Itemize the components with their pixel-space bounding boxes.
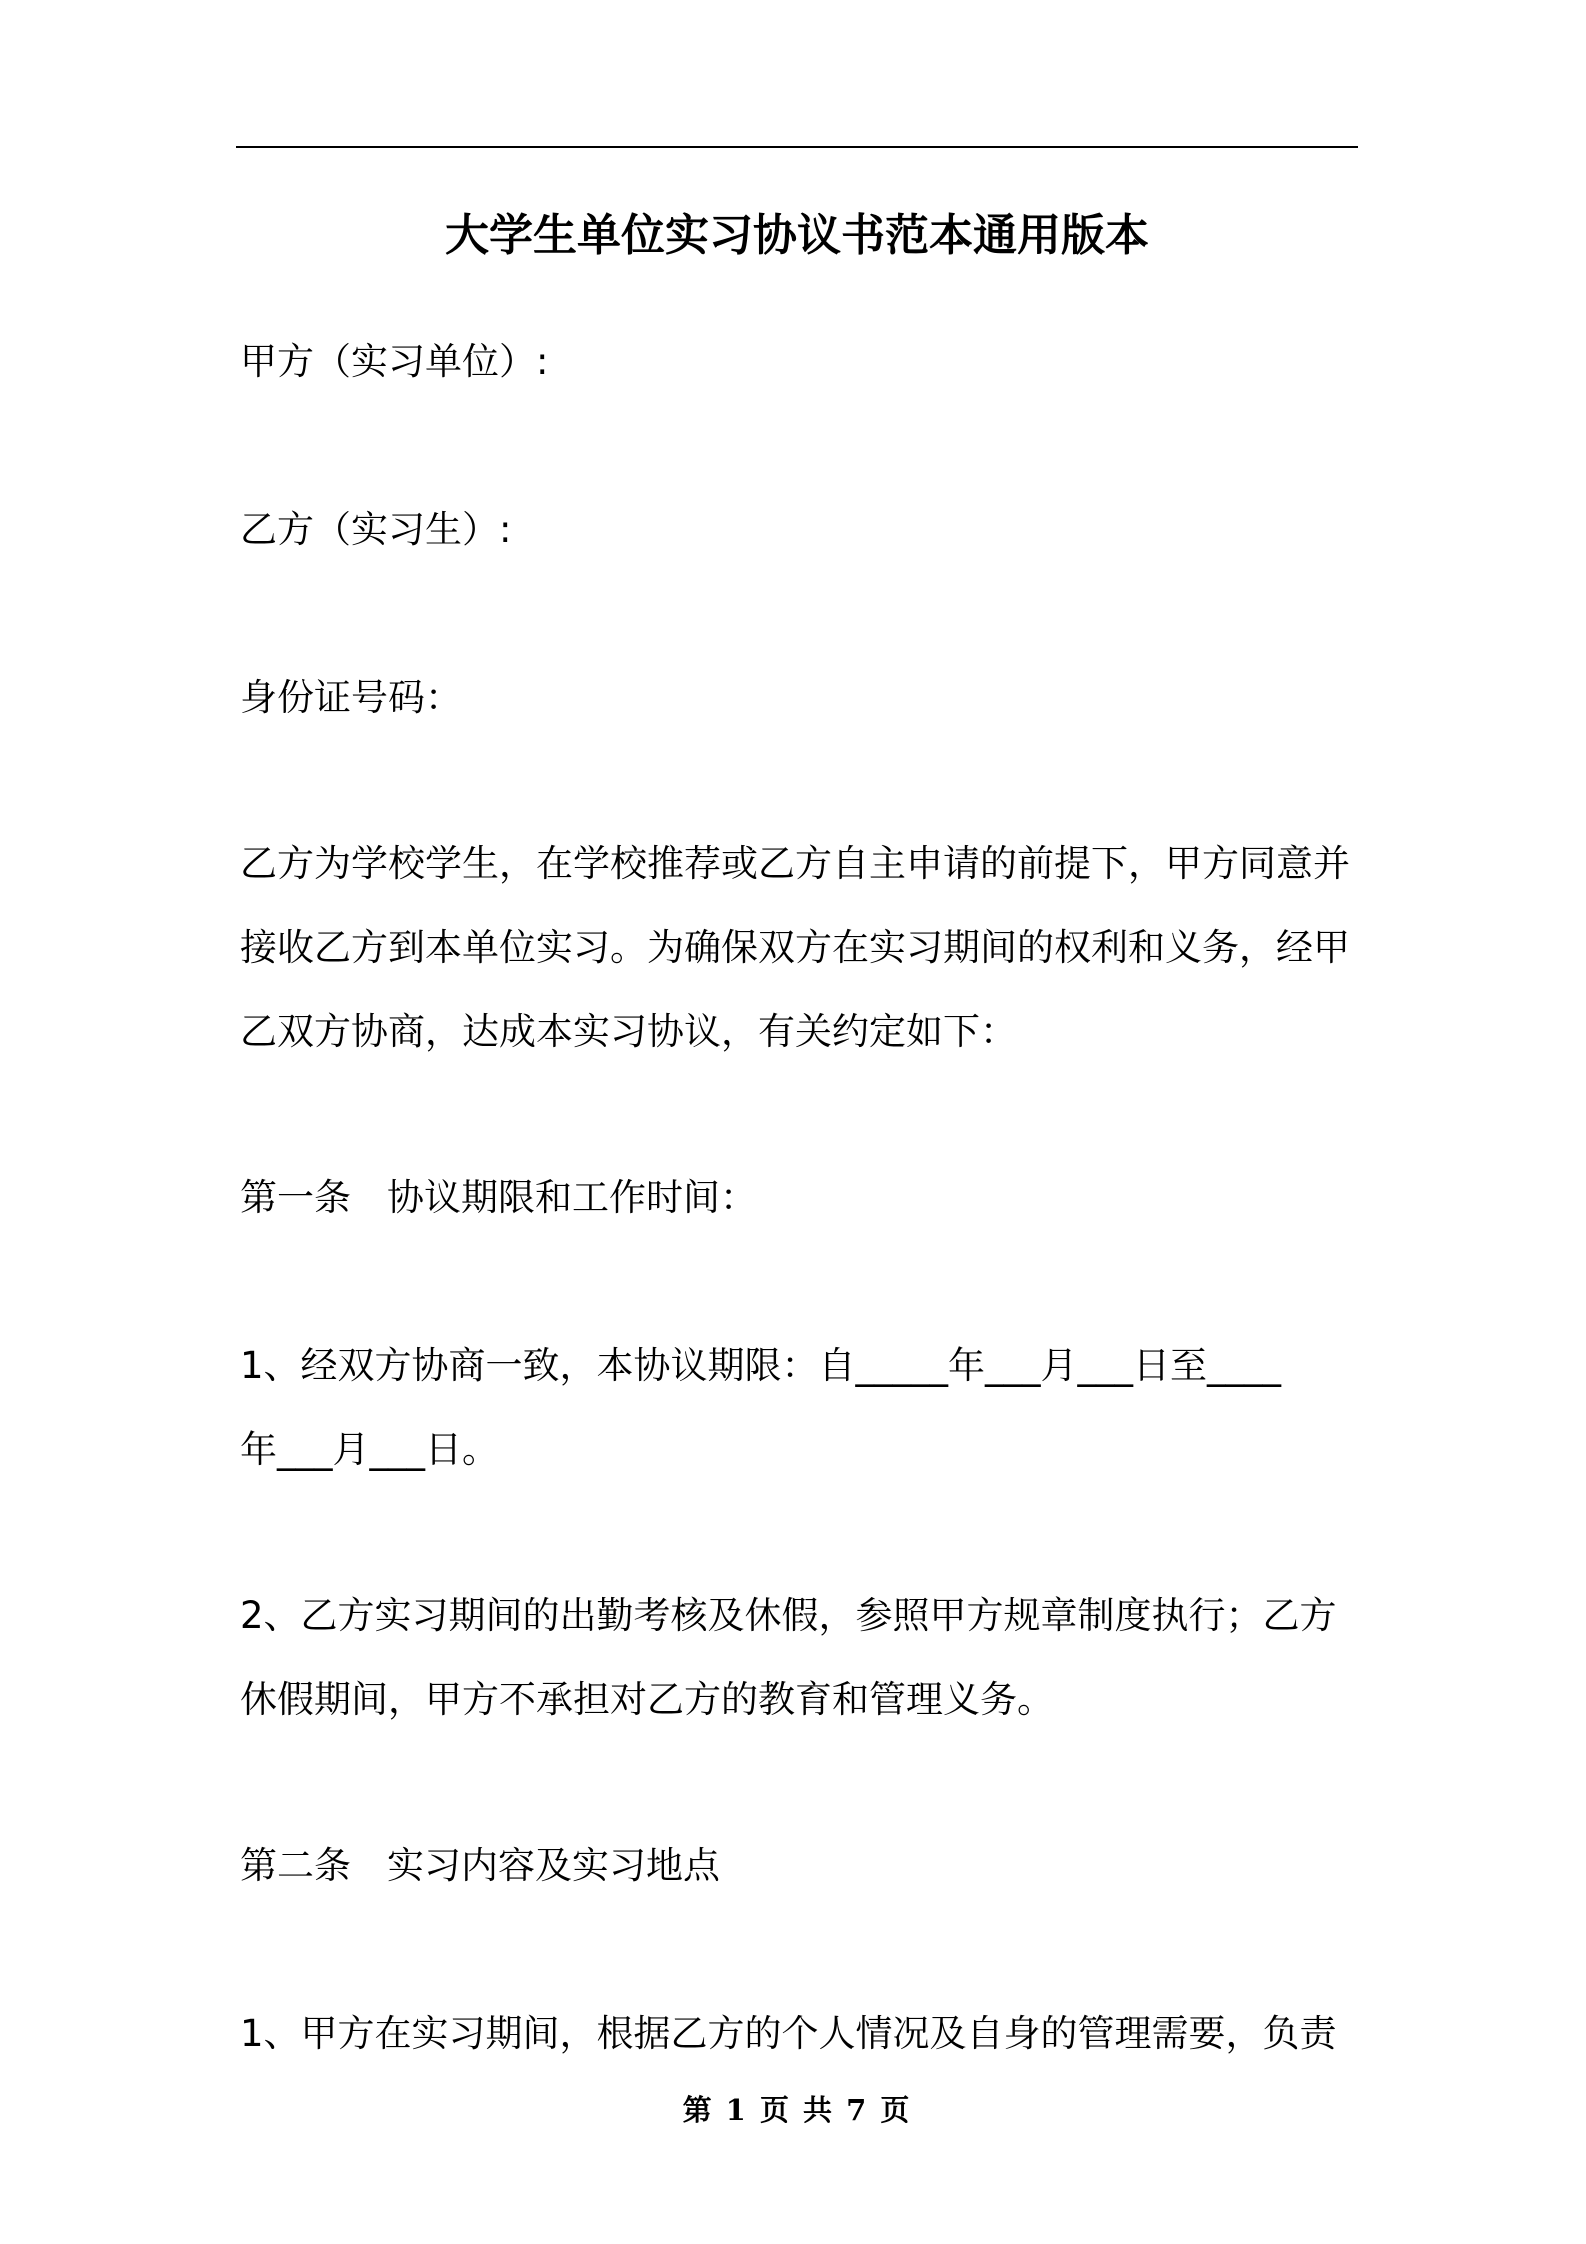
clause-1-2 [240,1574,1362,1742]
page-number: 第 1 页 共 7 页 [682,2093,912,2127]
intro-line: 接收乙方到本单位实习。为确保双方在实习期间的权利和义务，经甲 [240,926,1350,969]
party-b-field: 乙方（实习生）: [240,508,512,551]
intro-line: 乙方为学校学生，在学校推荐或乙方自主申请的前提下，甲方同意并 [240,842,1350,885]
article-2-title: 实习内容及实习地点 [387,1844,720,1887]
clause-2-1 [240,1992,1362,2076]
document-title: 大学生单位实习协议书范本通用版本 [445,210,1149,261]
article-1-heading [240,1156,1362,1240]
clause-1-1 [240,1324,1362,1492]
article-2-heading [240,1824,1362,1908]
intro-paragraph [240,822,1362,1074]
clause-line: 2、乙方实习期间的出勤考核及休假，参照甲方规章制度执行；乙方 [240,1594,1337,1637]
header-rule [236,146,1358,148]
clause-line: 休假期间，甲方不承担对乙方的教育和管理义务。 [240,1678,1054,1721]
article-1-title: 协议期限和工作时间： [387,1176,757,1219]
id-number-field: 身份证号码： [240,676,462,719]
intro-line: 乙双方协商，达成本实习协议，有关约定如下： [240,1010,1017,1053]
party-a-field: 甲方（实习单位）: [240,340,549,383]
article-1-number: 第一条 [240,1176,351,1219]
article-2-number: 第二条 [240,1844,351,1887]
clause-line: 年___月___日。 [240,1428,499,1471]
clause-line: 1、经双方协商一致，本协议期限：自_____年___月___日至____ [240,1344,1282,1387]
clause-line: 1、甲方在实习期间，根据乙方的个人情况及自身的管理需要，负责 [240,2012,1337,2055]
